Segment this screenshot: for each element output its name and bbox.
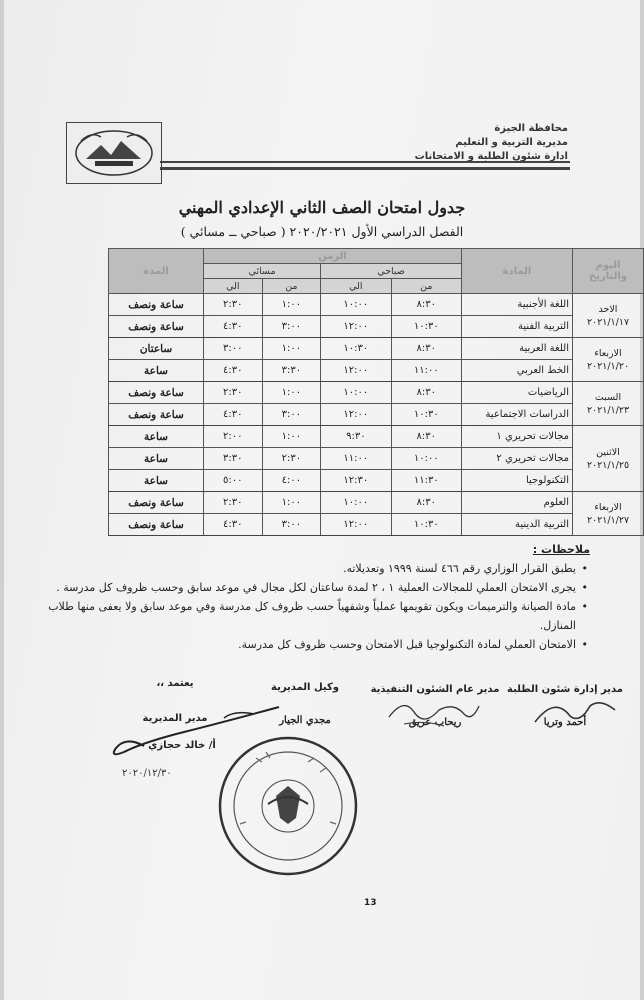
- day-date-cell: [573, 338, 644, 382]
- col-header-time: الزمن: [204, 249, 462, 264]
- table-row: [109, 316, 644, 338]
- date-label: ٢٠٢١/١/٢٣: [586, 404, 630, 416]
- day-date-cell: [573, 492, 644, 536]
- date-label: ٢٠٢١/١/٢٧: [586, 514, 630, 526]
- day-label: الاربعاء: [594, 347, 622, 359]
- official-stamp-icon: [216, 734, 360, 878]
- morning-from-cell: ٨:٣٠: [391, 382, 461, 404]
- col-header-evening-from: من: [262, 279, 321, 294]
- morning-to-cell: ١٢:٠٠: [321, 316, 391, 338]
- evening-to-cell: ٤:٣٠: [204, 404, 263, 426]
- col-header-morning-to: الي: [321, 279, 391, 294]
- morning-from-cell: ٨:٣٠: [391, 338, 461, 360]
- duration-cell: ساعة ونصف: [109, 294, 204, 316]
- day-label: السبت: [594, 391, 622, 403]
- table-row: [109, 492, 644, 514]
- duration-cell: ساعة ونصف: [109, 514, 204, 536]
- directorate-line: مديرية التربية و التعليم: [455, 137, 568, 148]
- duration-cell: ساعة: [109, 448, 204, 470]
- col-header-morning-from: من: [391, 279, 461, 294]
- signature-name: ريحاب عريق: [408, 717, 462, 728]
- morning-to-cell: ١٢:٠٠: [321, 360, 391, 382]
- subject-cell: الدراسات الاجتماعية: [462, 404, 573, 426]
- subject-cell: التربية الدينية: [462, 514, 573, 536]
- page-number: 13: [364, 898, 377, 908]
- notes-section: [30, 540, 590, 654]
- morning-to-cell: ١٢:٠٠: [321, 514, 391, 536]
- morning-to-cell: ٩:٣٠: [321, 426, 391, 448]
- morning-from-cell: ١١:٣٠: [391, 470, 461, 492]
- duration-cell: ساعتان: [109, 338, 204, 360]
- evening-to-cell: ٤:٣٠: [204, 360, 263, 382]
- morning-to-cell: ١٠:٣٠: [321, 338, 391, 360]
- note-item: • الامتحان العملي لمادة التكنولوجيا قبل الامتحان وحسب ظروف كل مدرسة.: [30, 635, 576, 654]
- department-line: ادارة شئون الطلبة و الامتحانات: [414, 151, 568, 162]
- subject-cell: اللغة الأجنبية: [462, 294, 573, 316]
- duration-cell: ساعة ونصف: [109, 404, 204, 426]
- date-label: ٢٠٢١/١/٢٠: [586, 360, 630, 372]
- subject-cell: مجالات تحريري ٢: [462, 448, 573, 470]
- evening-from-cell: ٣:٠٠: [262, 316, 321, 338]
- ministry-header: [415, 122, 568, 164]
- duration-cell: ساعة: [109, 426, 204, 448]
- signature-date: ٢٠٢٠/١٢/٣٠: [122, 768, 172, 779]
- col-header-morning: صباحي: [321, 264, 462, 279]
- table-row: [109, 338, 644, 360]
- subject-cell: الخط العربي: [462, 360, 573, 382]
- evening-to-cell: ٣:٣٠: [204, 448, 263, 470]
- governorate-line: محافظة الجيزة: [494, 123, 568, 134]
- evening-from-cell: ٤:٠٠: [262, 470, 321, 492]
- signature-title: مدير عام الشئون التنفيذية: [370, 684, 500, 695]
- table-row: [109, 294, 644, 316]
- document-page: [4, 0, 640, 1000]
- col-header-duration: المدة: [109, 249, 204, 294]
- col-header-evening-to: الي: [204, 279, 263, 294]
- duration-cell: ساعة: [109, 360, 204, 382]
- note-item: • يطبق القرار الوزاري رقم ٤٦٦ لسنة ١٩٩٩ وتعديلاته.: [30, 559, 576, 578]
- evening-to-cell: ٢:٣٠: [204, 492, 263, 514]
- note-item: • يجرى الامتحان العملي للمجالات العملية ١ ، ٢ لمدة ساعتان لكل مجال في موعد سابق وحسب ظروف كل مدرسة .: [30, 578, 576, 597]
- evening-to-cell: ٥:٠٠: [204, 470, 263, 492]
- evening-from-cell: ١:٠٠: [262, 294, 321, 316]
- morning-from-cell: ٨:٣٠: [391, 426, 461, 448]
- duration-cell: ساعة: [109, 470, 204, 492]
- table-row: [109, 514, 644, 536]
- col-header-subject: المادة: [462, 249, 573, 294]
- subject-cell: الرياضيات: [462, 382, 573, 404]
- signature-title: وكيل المديرية: [271, 682, 339, 693]
- evening-from-cell: ٣:٠٠: [262, 404, 321, 426]
- page-subtitle: الفصل الدراسي الأول ٢٠٢٠/٢٠٢١ ( صباحي ــ مسائي ): [180, 224, 464, 239]
- morning-from-cell: ٨:٣٠: [391, 492, 461, 514]
- duration-cell: ساعة ونصف: [109, 492, 204, 514]
- director-name: أ/ خالد حجازي: [148, 740, 216, 751]
- evening-from-cell: ٢:٣٠: [262, 448, 321, 470]
- subject-cell: العلوم: [462, 492, 573, 514]
- table-row: [109, 360, 644, 382]
- morning-from-cell: ١٠:٣٠: [391, 404, 461, 426]
- table-row: [109, 382, 644, 404]
- morning-to-cell: ١٠:٠٠: [321, 294, 391, 316]
- duration-cell: ساعة ونصف: [109, 316, 204, 338]
- notes-title: ملاحظات :: [532, 543, 590, 556]
- day-label: الاحد: [598, 303, 618, 315]
- date-label: ٢٠٢١/١/٢٥: [586, 459, 630, 471]
- signature-title: مدير إدارة شئون الطلبة: [507, 684, 623, 695]
- evening-to-cell: ٤:٣٠: [204, 316, 263, 338]
- subject-cell: التربية الفنية: [462, 316, 573, 338]
- evening-from-cell: ١:٠٠: [262, 338, 321, 360]
- evening-to-cell: ٣:٠٠: [204, 338, 263, 360]
- page-title: جدول امتحان الصف الثاني الإعدادي المهني: [178, 198, 466, 217]
- day-date-cell: [573, 426, 644, 492]
- subject-cell: مجالات تحريري ١: [462, 426, 573, 448]
- signature-name: مجدي الجيار: [279, 715, 331, 726]
- morning-from-cell: ١٠:٠٠: [391, 448, 461, 470]
- director-role: مدير المديرية: [142, 713, 208, 724]
- subject-cell: التكنولوجيا: [462, 470, 573, 492]
- day-date-cell: [573, 382, 644, 426]
- morning-to-cell: ١٠:٠٠: [321, 492, 391, 514]
- col-header-day-date: اليوم والتاريخ: [573, 249, 644, 294]
- morning-from-cell: ٨:٣٠: [391, 294, 461, 316]
- header-rule-1: [160, 161, 570, 163]
- evening-to-cell: ٢:٣٠: [204, 294, 263, 316]
- day-label: الاثنين: [596, 446, 620, 458]
- evening-from-cell: ٣:٠٠: [262, 514, 321, 536]
- directorate-logo: [66, 122, 162, 184]
- morning-to-cell: ١٢:٣٠: [321, 470, 391, 492]
- evening-to-cell: ٤:٣٠: [204, 514, 263, 536]
- header-rule-2: [160, 167, 570, 170]
- evening-from-cell: ١:٠٠: [262, 492, 321, 514]
- day-date-cell: [573, 294, 644, 338]
- signature-scribble-icon: [530, 694, 620, 730]
- evening-to-cell: ٢:٣٠: [204, 382, 263, 404]
- morning-to-cell: ١٢:٠٠: [321, 404, 391, 426]
- evening-from-cell: ١:٠٠: [262, 382, 321, 404]
- morning-to-cell: ١٠:٠٠: [321, 382, 391, 404]
- exam-schedule-table: [108, 248, 644, 536]
- signature-scribble-icon: [384, 692, 484, 732]
- table-row: [109, 404, 644, 426]
- morning-from-cell: ١١:٠٠: [391, 360, 461, 382]
- notes-list: [30, 559, 590, 654]
- date-label: ٢٠٢١/١/١٧: [586, 316, 630, 328]
- table-row: [109, 470, 644, 492]
- approval-label: يعتمد ،،: [156, 678, 194, 689]
- note-item: • مادة الصيانة والترميمات ويكون تقويمها عملياً وشفهياً حسب ظروف كل مدرسة وفي موعد سابق ولا يعفى منها طلاب المنازل.: [30, 597, 576, 635]
- morning-to-cell: ١١:٠٠: [321, 448, 391, 470]
- evening-from-cell: ٣:٣٠: [262, 360, 321, 382]
- evening-from-cell: ١:٠٠: [262, 426, 321, 448]
- logo-emblem-icon: [71, 127, 157, 179]
- evening-to-cell: ٢:٠٠: [204, 426, 263, 448]
- table-row: [109, 448, 644, 470]
- col-header-evening: مسائي: [204, 264, 321, 279]
- day-label: الاربعاء: [594, 501, 622, 513]
- morning-from-cell: ١٠:٣٠: [391, 316, 461, 338]
- duration-cell: ساعة ونصف: [109, 382, 204, 404]
- table-row: [109, 426, 644, 448]
- signature-name: أحمد وتريا: [543, 717, 587, 728]
- morning-from-cell: ١٠:٣٠: [391, 514, 461, 536]
- subject-cell: اللغة العربية: [462, 338, 573, 360]
